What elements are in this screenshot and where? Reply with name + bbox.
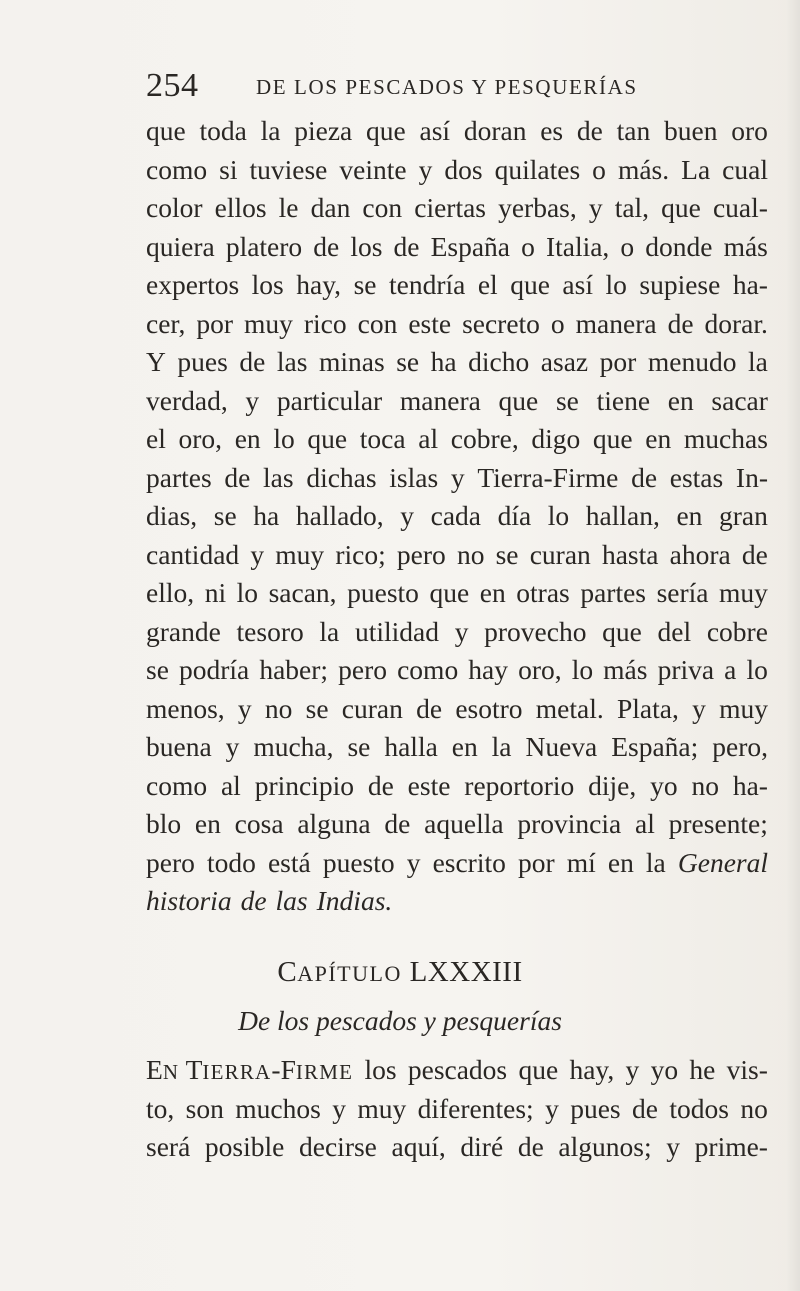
word: y bbox=[454, 615, 469, 647]
word: y bbox=[666, 1131, 681, 1162]
word: cobre, bbox=[450, 423, 519, 454]
word: blo bbox=[146, 808, 182, 839]
word: aquella bbox=[424, 808, 504, 839]
text-line bbox=[146, 844, 768, 883]
word: provecho bbox=[484, 615, 587, 647]
word: es bbox=[540, 115, 564, 146]
word: de bbox=[239, 346, 266, 377]
word: menos, bbox=[146, 692, 225, 724]
word: se bbox=[146, 654, 169, 685]
word: yo bbox=[650, 1054, 679, 1085]
word: está bbox=[267, 846, 311, 878]
word: la bbox=[319, 615, 340, 647]
word: este bbox=[408, 307, 452, 339]
capital-letter: - bbox=[271, 1054, 281, 1085]
word: y bbox=[692, 692, 706, 724]
word: en bbox=[676, 500, 703, 531]
word: yo bbox=[650, 769, 678, 801]
word: los bbox=[350, 230, 383, 262]
word: oro, bbox=[178, 423, 223, 454]
chapter-body-text bbox=[146, 1051, 768, 1167]
word: posible bbox=[204, 1131, 285, 1162]
word: reportorio bbox=[464, 769, 575, 801]
word: otras bbox=[516, 577, 570, 608]
word: si bbox=[219, 153, 238, 185]
word: lo bbox=[571, 654, 594, 685]
word: dorar. bbox=[704, 307, 768, 339]
text-line bbox=[146, 420, 768, 459]
word: grande bbox=[146, 615, 221, 647]
word: pero, bbox=[712, 731, 768, 762]
word: verdad, bbox=[146, 384, 228, 416]
word: que bbox=[366, 115, 406, 146]
word: y bbox=[225, 731, 240, 762]
word: buen bbox=[664, 115, 718, 146]
text-line bbox=[146, 728, 768, 767]
word: pero bbox=[338, 654, 388, 685]
text-line bbox=[146, 459, 768, 498]
word: o bbox=[620, 230, 635, 262]
word: de bbox=[240, 885, 267, 916]
word: partes bbox=[146, 461, 212, 493]
word: islas bbox=[389, 461, 439, 493]
word: más bbox=[603, 654, 648, 685]
text-line bbox=[146, 1090, 768, 1129]
word: digo bbox=[531, 423, 581, 454]
word: las bbox=[276, 346, 308, 377]
word: minas bbox=[318, 346, 385, 377]
word: las bbox=[275, 885, 308, 916]
word: ello, bbox=[146, 577, 195, 608]
text-line bbox=[146, 651, 768, 690]
text-line bbox=[146, 1128, 768, 1167]
word: con bbox=[362, 192, 403, 223]
word: curan bbox=[341, 692, 403, 724]
word: esotro bbox=[455, 692, 523, 724]
word: oro bbox=[731, 115, 768, 146]
word: alguna bbox=[297, 808, 371, 839]
text-line bbox=[146, 189, 768, 228]
word: manera bbox=[399, 384, 481, 416]
word: dicho bbox=[468, 346, 530, 377]
word: haber; bbox=[259, 654, 329, 685]
word: sacan, bbox=[268, 577, 337, 608]
page-number: 254 bbox=[146, 67, 199, 104]
text-line bbox=[146, 805, 768, 844]
chapter-label-rest: APÍTULO bbox=[297, 961, 402, 986]
word: La bbox=[681, 153, 711, 185]
word: como bbox=[146, 769, 208, 801]
word: tan bbox=[616, 115, 651, 146]
word: doran bbox=[463, 115, 527, 146]
word: de bbox=[313, 230, 340, 262]
opening-smallcaps bbox=[146, 1051, 353, 1090]
word: tendría bbox=[388, 269, 466, 300]
word: vis- bbox=[726, 1054, 768, 1085]
word: del bbox=[657, 615, 692, 647]
word: expertos bbox=[146, 269, 240, 300]
word: que bbox=[498, 384, 539, 416]
page-edge-shadow bbox=[786, 0, 800, 1291]
word: a bbox=[724, 654, 737, 685]
word: se bbox=[495, 538, 519, 570]
word: escrito bbox=[432, 846, 506, 878]
word: quiera bbox=[146, 230, 215, 262]
word: yerbas, bbox=[498, 192, 577, 223]
word: cer, bbox=[146, 307, 186, 339]
word: prime- bbox=[694, 1131, 768, 1162]
word: cada bbox=[430, 500, 481, 531]
text-line bbox=[146, 536, 768, 575]
word: algunos; bbox=[558, 1131, 652, 1162]
word: de bbox=[576, 115, 603, 146]
word: ha bbox=[253, 500, 280, 531]
word: cantidad bbox=[146, 538, 240, 570]
word: al bbox=[220, 769, 241, 801]
word: en bbox=[667, 384, 694, 416]
word: ni bbox=[204, 577, 227, 608]
word: la bbox=[260, 115, 281, 146]
word: ha- bbox=[732, 769, 768, 801]
word: tuviese bbox=[249, 153, 328, 185]
word: son bbox=[185, 1092, 224, 1124]
word: asaz bbox=[540, 346, 589, 377]
word: se bbox=[555, 384, 579, 416]
word: en bbox=[194, 808, 221, 839]
word: le bbox=[278, 192, 299, 223]
word: y bbox=[237, 692, 252, 724]
text-line bbox=[146, 497, 768, 536]
word: que bbox=[146, 115, 186, 146]
word: y bbox=[450, 461, 465, 493]
word: las bbox=[263, 461, 294, 493]
word: cual- bbox=[712, 192, 768, 223]
word: rico bbox=[303, 307, 347, 339]
word: hay, bbox=[296, 269, 342, 300]
word: Y bbox=[146, 346, 166, 377]
word: no bbox=[691, 769, 719, 801]
word: metal. bbox=[535, 692, 604, 724]
word: y bbox=[625, 1054, 640, 1085]
word: muy bbox=[357, 1092, 407, 1124]
word: principio bbox=[254, 769, 354, 801]
word: de bbox=[393, 230, 420, 262]
word: de bbox=[517, 1131, 544, 1162]
capital-letter: T bbox=[185, 1054, 203, 1085]
word: Plata, bbox=[616, 692, 679, 724]
word: muy bbox=[275, 538, 325, 570]
word: quilates bbox=[494, 153, 581, 185]
word: decirse bbox=[299, 1131, 377, 1162]
word: todo bbox=[206, 846, 256, 878]
text-line bbox=[146, 882, 768, 921]
word: el bbox=[477, 269, 498, 300]
word: pescados bbox=[407, 1054, 508, 1085]
word: y bbox=[245, 384, 260, 416]
text-line bbox=[146, 151, 768, 190]
word: In- bbox=[735, 461, 768, 493]
chapter-label-initial: C bbox=[277, 956, 298, 988]
word: dichas bbox=[306, 461, 377, 493]
word: que bbox=[307, 423, 348, 454]
word: lo bbox=[547, 500, 570, 531]
text-line bbox=[146, 305, 768, 344]
word: hallado, bbox=[295, 500, 384, 531]
text-line bbox=[146, 690, 768, 729]
word: oro, bbox=[518, 654, 562, 685]
word: de bbox=[384, 808, 411, 839]
word: ciertas bbox=[414, 192, 486, 223]
word: dos bbox=[444, 153, 483, 185]
word: de bbox=[632, 1092, 658, 1124]
word: no bbox=[264, 692, 293, 724]
word: como bbox=[397, 654, 459, 685]
word: ha- bbox=[732, 269, 768, 300]
word: supiese bbox=[639, 269, 721, 300]
word: secreto bbox=[462, 307, 540, 339]
word: ahora bbox=[669, 538, 731, 570]
word: o bbox=[521, 230, 535, 262]
word: cosa bbox=[234, 808, 284, 839]
word: de bbox=[224, 461, 251, 493]
word: día bbox=[497, 500, 532, 531]
word: dan bbox=[310, 192, 351, 223]
word: toca bbox=[359, 423, 406, 454]
word: de bbox=[416, 692, 443, 724]
text-line bbox=[146, 382, 768, 421]
word: por bbox=[196, 307, 233, 339]
word: todos bbox=[669, 1092, 729, 1124]
running-head: DE LOS PESCADOS Y PESQUERÍAS bbox=[256, 75, 638, 99]
word: provincia bbox=[517, 808, 622, 839]
word: lo bbox=[746, 654, 768, 685]
word: cual bbox=[722, 153, 768, 185]
word: será bbox=[146, 1131, 191, 1162]
word: o bbox=[550, 307, 565, 339]
word: lo bbox=[605, 269, 627, 300]
chapter-numeral: LXXXIII bbox=[409, 956, 523, 988]
word: dije, bbox=[588, 769, 637, 801]
word: tesoro bbox=[236, 615, 304, 647]
word: halla bbox=[384, 731, 438, 762]
word: así bbox=[419, 115, 451, 146]
text-line bbox=[146, 112, 768, 151]
word: con bbox=[357, 307, 398, 339]
word: color bbox=[146, 192, 203, 223]
word: tal, bbox=[614, 192, 650, 223]
word: de bbox=[667, 307, 694, 339]
word: como bbox=[146, 153, 208, 185]
word: se bbox=[213, 500, 237, 531]
word: la bbox=[747, 346, 768, 377]
body-text bbox=[146, 112, 768, 921]
word: en bbox=[451, 731, 478, 762]
word: y bbox=[418, 153, 433, 185]
word: y bbox=[406, 846, 421, 878]
word: hasta bbox=[601, 538, 659, 570]
chapter-heading bbox=[0, 952, 800, 994]
word: buena bbox=[146, 731, 212, 762]
smallcap-letters: IRME bbox=[295, 1060, 354, 1084]
word: España bbox=[430, 230, 510, 262]
word: historia bbox=[146, 885, 232, 916]
word: y bbox=[545, 1092, 559, 1124]
word: utilidad bbox=[354, 615, 439, 647]
word: y bbox=[400, 500, 415, 531]
word: ellos bbox=[214, 192, 267, 223]
word: no bbox=[456, 538, 485, 570]
word: o bbox=[592, 153, 606, 185]
word: se bbox=[353, 269, 377, 300]
word: pieza bbox=[294, 115, 353, 146]
word: España; bbox=[611, 731, 699, 762]
word: pues bbox=[570, 1092, 621, 1124]
word: veinte bbox=[339, 153, 407, 185]
word: pero bbox=[146, 846, 195, 878]
word: el bbox=[146, 423, 166, 454]
word: to, bbox=[146, 1092, 175, 1124]
word: por bbox=[599, 346, 637, 377]
word: muy bbox=[719, 577, 768, 608]
word: lo bbox=[236, 577, 259, 608]
word: mucha, bbox=[253, 731, 334, 762]
word: pero bbox=[396, 538, 446, 570]
word: pues bbox=[177, 346, 228, 377]
word: de bbox=[631, 461, 658, 493]
word: sacar bbox=[711, 384, 768, 416]
word: estas bbox=[669, 461, 724, 493]
word: Tierra-Firme bbox=[477, 461, 619, 493]
word: General bbox=[677, 846, 768, 878]
word: priva bbox=[657, 654, 715, 685]
word: presente; bbox=[668, 808, 768, 839]
word: mí bbox=[566, 846, 596, 878]
page-header bbox=[146, 66, 766, 106]
word: y bbox=[250, 538, 265, 570]
word: los bbox=[364, 1054, 397, 1085]
word: lo bbox=[273, 423, 295, 454]
word: platero bbox=[225, 230, 303, 262]
word: diferentes; bbox=[417, 1092, 534, 1124]
word: la bbox=[491, 731, 512, 762]
word: en bbox=[479, 577, 506, 608]
word: se bbox=[305, 692, 329, 724]
text-line bbox=[146, 767, 768, 806]
word: este bbox=[407, 769, 451, 801]
word: curan bbox=[529, 538, 591, 570]
word: muy bbox=[719, 692, 768, 724]
word: muy bbox=[243, 307, 293, 339]
word: partes bbox=[580, 577, 646, 608]
word: y bbox=[332, 1092, 346, 1124]
word: en bbox=[234, 423, 261, 454]
word: Italia, bbox=[545, 230, 610, 262]
word: así bbox=[562, 269, 593, 300]
word: gran bbox=[719, 500, 768, 531]
word: manera bbox=[575, 307, 657, 339]
word: que bbox=[661, 192, 701, 223]
word: al bbox=[418, 423, 439, 454]
word: cobre bbox=[706, 615, 768, 647]
chapter-subtitle: De los pescados y pesquerías bbox=[238, 1005, 562, 1036]
word: no bbox=[740, 1092, 768, 1124]
word: que bbox=[592, 423, 633, 454]
word: al bbox=[635, 808, 655, 839]
word: de bbox=[367, 769, 394, 801]
word: he bbox=[689, 1054, 716, 1085]
word: que bbox=[510, 269, 550, 300]
smallcap-letters: IERRA bbox=[202, 1060, 272, 1084]
word: donde bbox=[645, 230, 713, 262]
word: en bbox=[645, 423, 672, 454]
text-line bbox=[146, 228, 768, 267]
word: que bbox=[602, 615, 642, 647]
text-line bbox=[146, 574, 768, 613]
word: tiene bbox=[596, 384, 651, 416]
word: se bbox=[347, 731, 371, 762]
smallcap-letters: N bbox=[162, 1060, 180, 1084]
word: que bbox=[518, 1054, 559, 1085]
word: particular bbox=[276, 384, 383, 416]
word: muchas bbox=[683, 423, 768, 454]
text-line bbox=[146, 266, 768, 305]
word: rico; bbox=[335, 538, 386, 570]
word: aquí, bbox=[391, 1131, 446, 1162]
word: menudo bbox=[647, 346, 737, 377]
word: puesto bbox=[347, 577, 419, 608]
word: más. bbox=[617, 153, 670, 185]
word: Nueva bbox=[525, 731, 598, 762]
word: ha bbox=[430, 346, 457, 377]
word: hay, bbox=[569, 1054, 615, 1085]
word: hallan, bbox=[585, 500, 660, 531]
word: toda bbox=[199, 115, 247, 146]
word: muchos bbox=[235, 1092, 321, 1124]
word: sería bbox=[656, 577, 709, 608]
word: Indias. bbox=[316, 885, 393, 916]
word: de bbox=[741, 538, 768, 570]
word: por bbox=[517, 846, 555, 878]
word: que bbox=[429, 577, 470, 608]
capital-letter: F bbox=[280, 1054, 296, 1085]
word: y bbox=[588, 192, 603, 223]
capital-letter: E bbox=[146, 1054, 163, 1085]
word: la bbox=[645, 846, 666, 878]
word: podría bbox=[179, 654, 250, 685]
word: diré bbox=[460, 1131, 504, 1162]
text-line bbox=[146, 1051, 768, 1090]
word: puesto bbox=[322, 846, 395, 878]
word: dias, bbox=[146, 500, 198, 531]
word: en bbox=[607, 846, 634, 878]
word: los bbox=[251, 269, 284, 300]
word: se bbox=[396, 346, 420, 377]
word: hay bbox=[468, 654, 508, 685]
text-line bbox=[146, 343, 768, 382]
word: más bbox=[723, 230, 768, 262]
text-line bbox=[146, 613, 768, 652]
